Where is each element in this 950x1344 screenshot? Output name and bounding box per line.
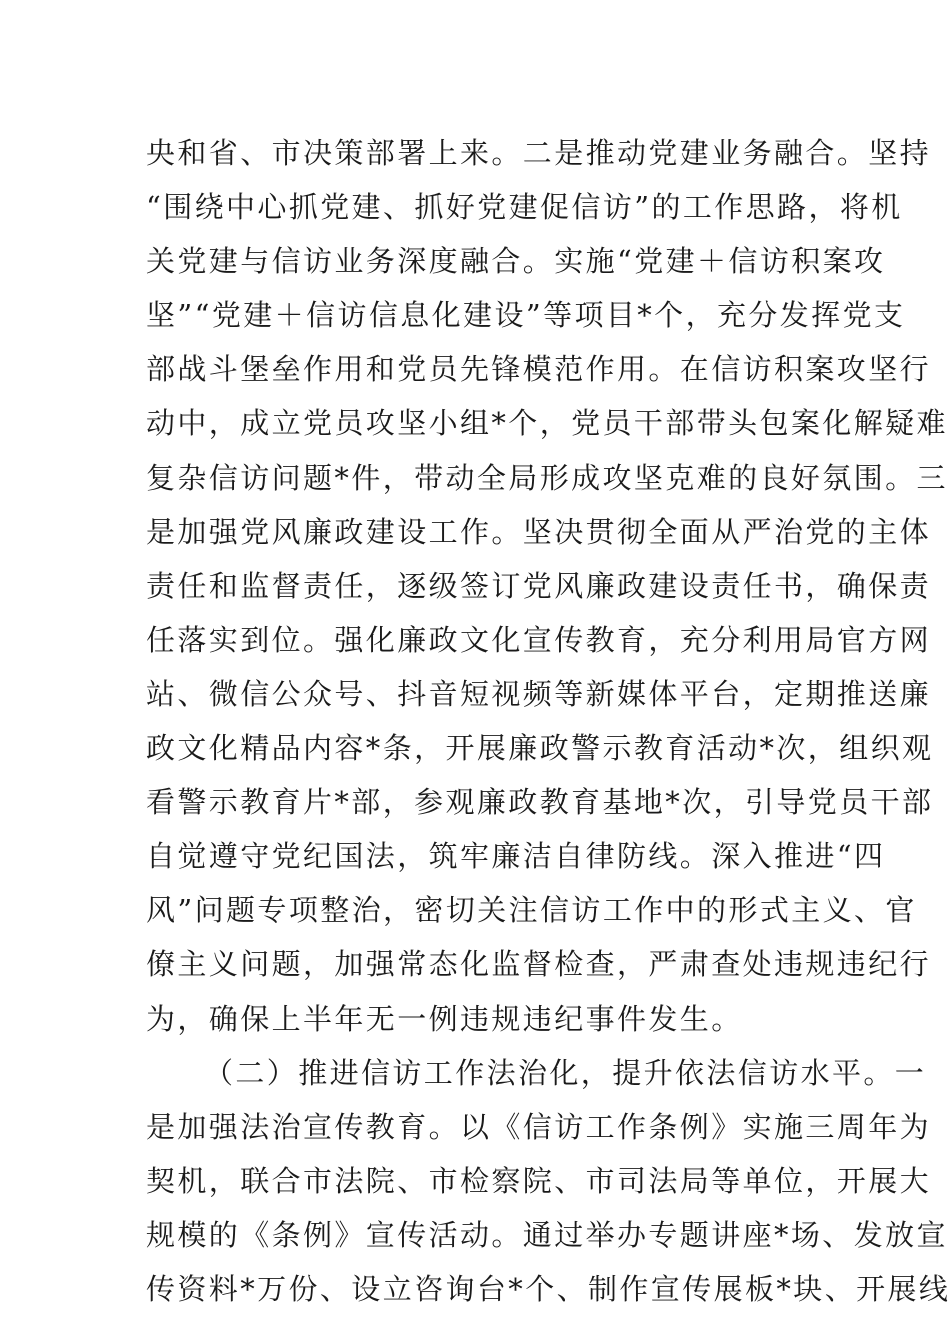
text-line: 自觉遵守党纪国法，筑牢廉洁自律防线。深入推进“四: [146, 839, 886, 874]
text-line: 僚主义问题，加强常态化监督检查，严肃查处违规违纪行: [146, 947, 932, 982]
text-line: 站、微信公众号、抖音短视频等新媒体平台，定期推送廉: [146, 676, 932, 711]
text-line: “围绕中心抓党建、抓好党建促信访”的工作思路，将机: [146, 190, 903, 225]
text-line: 规模的《条例》宣传活动。通过举办专题讲座*场、发放宣: [146, 1217, 948, 1252]
text-line: 责任和监督责任，逐级签订党风廉政建设责任书，确保责: [146, 568, 932, 603]
text-line: 坚”“党建＋信访信息化建设”等项目*个，充分发挥党支: [146, 298, 906, 333]
text-line: 动中，成立党员攻坚小组*个，党员干部带头包案化解疑难: [146, 406, 948, 441]
text-line: 是加强法治宣传教育。以《信访工作条例》实施三周年为: [146, 1109, 932, 1144]
text-line: 契机，联合市法院、市检察院、市司法局等单位，开展大: [146, 1163, 932, 1198]
text-line: 传资料*万份、设立咨询台*个、制作宣传展板*块、开展线: [146, 1271, 950, 1306]
text-line: 央和省、市决策部署上来。二是推动党建业务融合。坚持: [146, 136, 932, 170]
text-line: 风”问题专项整治，密切关注信访工作中的形式主义、官: [146, 893, 917, 928]
text-line: 政文化精品内容*条，开展廉政警示教育活动*次，组织观: [146, 731, 934, 766]
text-line: 关党建与信访业务深度融合。实施“党建＋信访积案攻: [146, 244, 886, 279]
text-line-paragraph-end: 为，确保上半年无一例违规违纪事件发生。: [146, 1001, 743, 1036]
text-line: 部战斗堡垒作用和党员先锋模范作用。在信访积案攻坚行: [146, 352, 932, 387]
text-line: 是加强党风廉政建设工作。坚决贯彻全面从严治党的主体: [146, 514, 932, 549]
text-line: 看警示教育片*部，参观廉政教育基地*次，引导党员干部: [146, 785, 934, 820]
body-text: [146, 126, 950, 1316]
text-line: 复杂信访问题*件，带动全局形成攻坚克难的良好氛围。三: [146, 460, 948, 495]
text-line: 任落实到位。强化廉政文化宣传教育，充分利用局官方网: [146, 622, 932, 657]
text-line-section-heading: （二）推进信访工作法治化，提升依法信访水平。一: [204, 1055, 927, 1090]
